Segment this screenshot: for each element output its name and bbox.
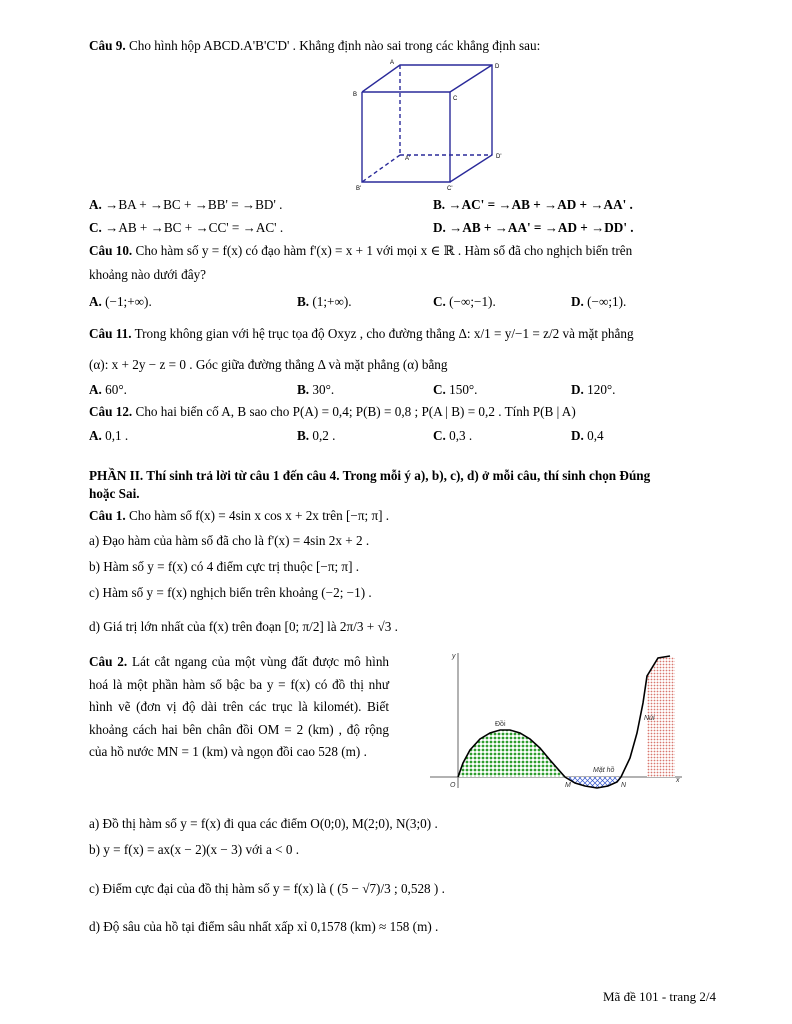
question-9-stem xyxy=(89,38,540,54)
q11-option-b: B. 30°. xyxy=(297,382,335,397)
q11-option-c: C. 150°. xyxy=(433,382,478,397)
question-10-line2: khoảng nào dưới đây? xyxy=(89,267,207,282)
label-D: D xyxy=(495,64,500,70)
page-footer: Mã đề 101 - trang 2/4 xyxy=(602,989,716,1004)
y-axis-label: y xyxy=(452,653,456,660)
q12-option-b: B. 0,2 . xyxy=(297,428,336,443)
mountain-label: Núi xyxy=(644,715,655,722)
q12-option-d: D. 0,4 xyxy=(571,428,604,443)
label-A: A xyxy=(390,60,395,66)
label-B: B xyxy=(353,92,358,98)
lake-label: Mặt hồ xyxy=(593,767,615,774)
part-2-heading: PHẦN II. Thí sinh trả lời từ câu 1 đến câu 4. Trong mỗi ý a), b), c), d) ở mỗi câu, thí sinh chọn Đúng xyxy=(89,468,651,483)
c2-item-d: d) Độ sâu của hồ tại điểm sâu nhất xấp xỉ 0,1578 (km) ≈ 158 (m) . xyxy=(89,919,439,934)
label-B1: B' xyxy=(356,186,362,192)
c1-item-d: d) Giá trị lớn nhất của f(x) trên đoạn [0; π/2] là 2π/3 + √3 . xyxy=(89,619,398,634)
origin-label: O xyxy=(450,782,456,789)
hill-label: Đồi xyxy=(495,721,506,728)
option-d: D. →AB + →AA' = →AD + →DD' . xyxy=(433,220,634,235)
label-C: C xyxy=(453,96,458,102)
c1-item-c: c) Hàm số y = f(x) nghịch biến trên khoảng (−2; −1) . xyxy=(89,585,372,600)
q10-option-b: B. (1;+∞). xyxy=(297,294,352,309)
option-c: C. →AB + →BC + →CC' = →AC' . xyxy=(89,220,284,235)
question-11-line2: (α): x + 2y − z = 0 . Góc giữa đường thẳng Δ và mặt phẳng (α) bằng xyxy=(89,357,448,372)
c2-item-a: a) Đồ thị hàm số y = f(x) đi qua các điểm O(0;0), M(2;0), N(3;0) . xyxy=(89,816,438,831)
c2-stem: Câu 2. Lát cắt ngang của một vùng đất được mô hình hoá là một phần hàm số bậc ba y = f(x) có đồ thị như hình vẽ (đơn vị độ dài trên các trục là kilomét). Biết khoảng cách hai bên chân đồi OM = 2 (km) , độ rộng của hồ nước MN = 1 (km) và ngọn đồi cao 528 (m) . xyxy=(89,654,390,759)
q10-option-c: C. (−∞;−1). xyxy=(433,294,496,309)
q11-option-d: D. 120°. xyxy=(571,382,616,397)
option-b: B. →AC' = →AB + →AD + →AA' . xyxy=(433,197,633,212)
question-10-stem: Câu 10. Cho hàm số y = f(x) có đạo hàm f'(x) = x + 1 với mọi x ∈ ℝ . Hàm số đã cho nghịch biến trên xyxy=(89,243,633,258)
q12-option-c: C. 0,3 . xyxy=(433,428,473,443)
x-axis-label: x xyxy=(676,777,680,784)
question-text: Cho hình hộp ABCD.A'B'C'D' . Khẳng định nào sai trong các khẳng định sau: xyxy=(125,38,541,53)
c1-item-a: a) Đạo hàm của hàm số đã cho là f'(x) = 4sin 2x + 2 . xyxy=(89,533,370,548)
c1-stem: Câu 1. Cho hàm số f(x) = 4sin x cos x + 2x trên [−π; π] . xyxy=(89,508,390,523)
option-a: A. →BA + →BC + →BB' = →BD' . xyxy=(89,197,283,212)
m-label: M xyxy=(565,782,571,789)
question-label: Câu 9. xyxy=(89,38,126,53)
terrain-graph xyxy=(425,648,690,793)
label-C1: C' xyxy=(447,186,453,192)
question-11-stem: Câu 11. Trong không gian với hệ trục tọa độ Oxyz , cho đường thẳng Δ: x/1 = y/−1 = z/2 và mặt phẳng xyxy=(89,326,634,341)
cube-figure xyxy=(350,60,510,190)
q11-option-a: A. 60°. xyxy=(89,382,127,397)
c1-item-b: b) Hàm số y = f(x) có 4 điểm cực trị thuộc [−π; π] . xyxy=(89,559,360,574)
question-12-stem: Câu 12. Cho hai biến cố A, B sao cho P(A) = 0,4; P(B) = 0,8 ; P(A | B) = 0,2 . Tính P(B | A) xyxy=(89,404,576,419)
q10-option-d: D. (−∞;1). xyxy=(571,294,627,309)
part-2-heading-line2: hoặc Sai. xyxy=(89,486,140,501)
q12-option-a: A. 0,1 . xyxy=(89,428,129,443)
label-A1: A' xyxy=(405,156,411,162)
c2-item-b: b) y = f(x) = ax(x − 2)(x − 3) với a < 0 . xyxy=(89,842,300,857)
label-D1: D' xyxy=(496,154,502,160)
c2-item-c: c) Điểm cực đại của đồ thị hàm số y = f(x) là ( (5 − √7)/3 ; 0,528 ) . xyxy=(89,881,445,896)
q10-option-a: A. (−1;+∞). xyxy=(89,294,152,309)
n-label: N xyxy=(621,782,627,789)
